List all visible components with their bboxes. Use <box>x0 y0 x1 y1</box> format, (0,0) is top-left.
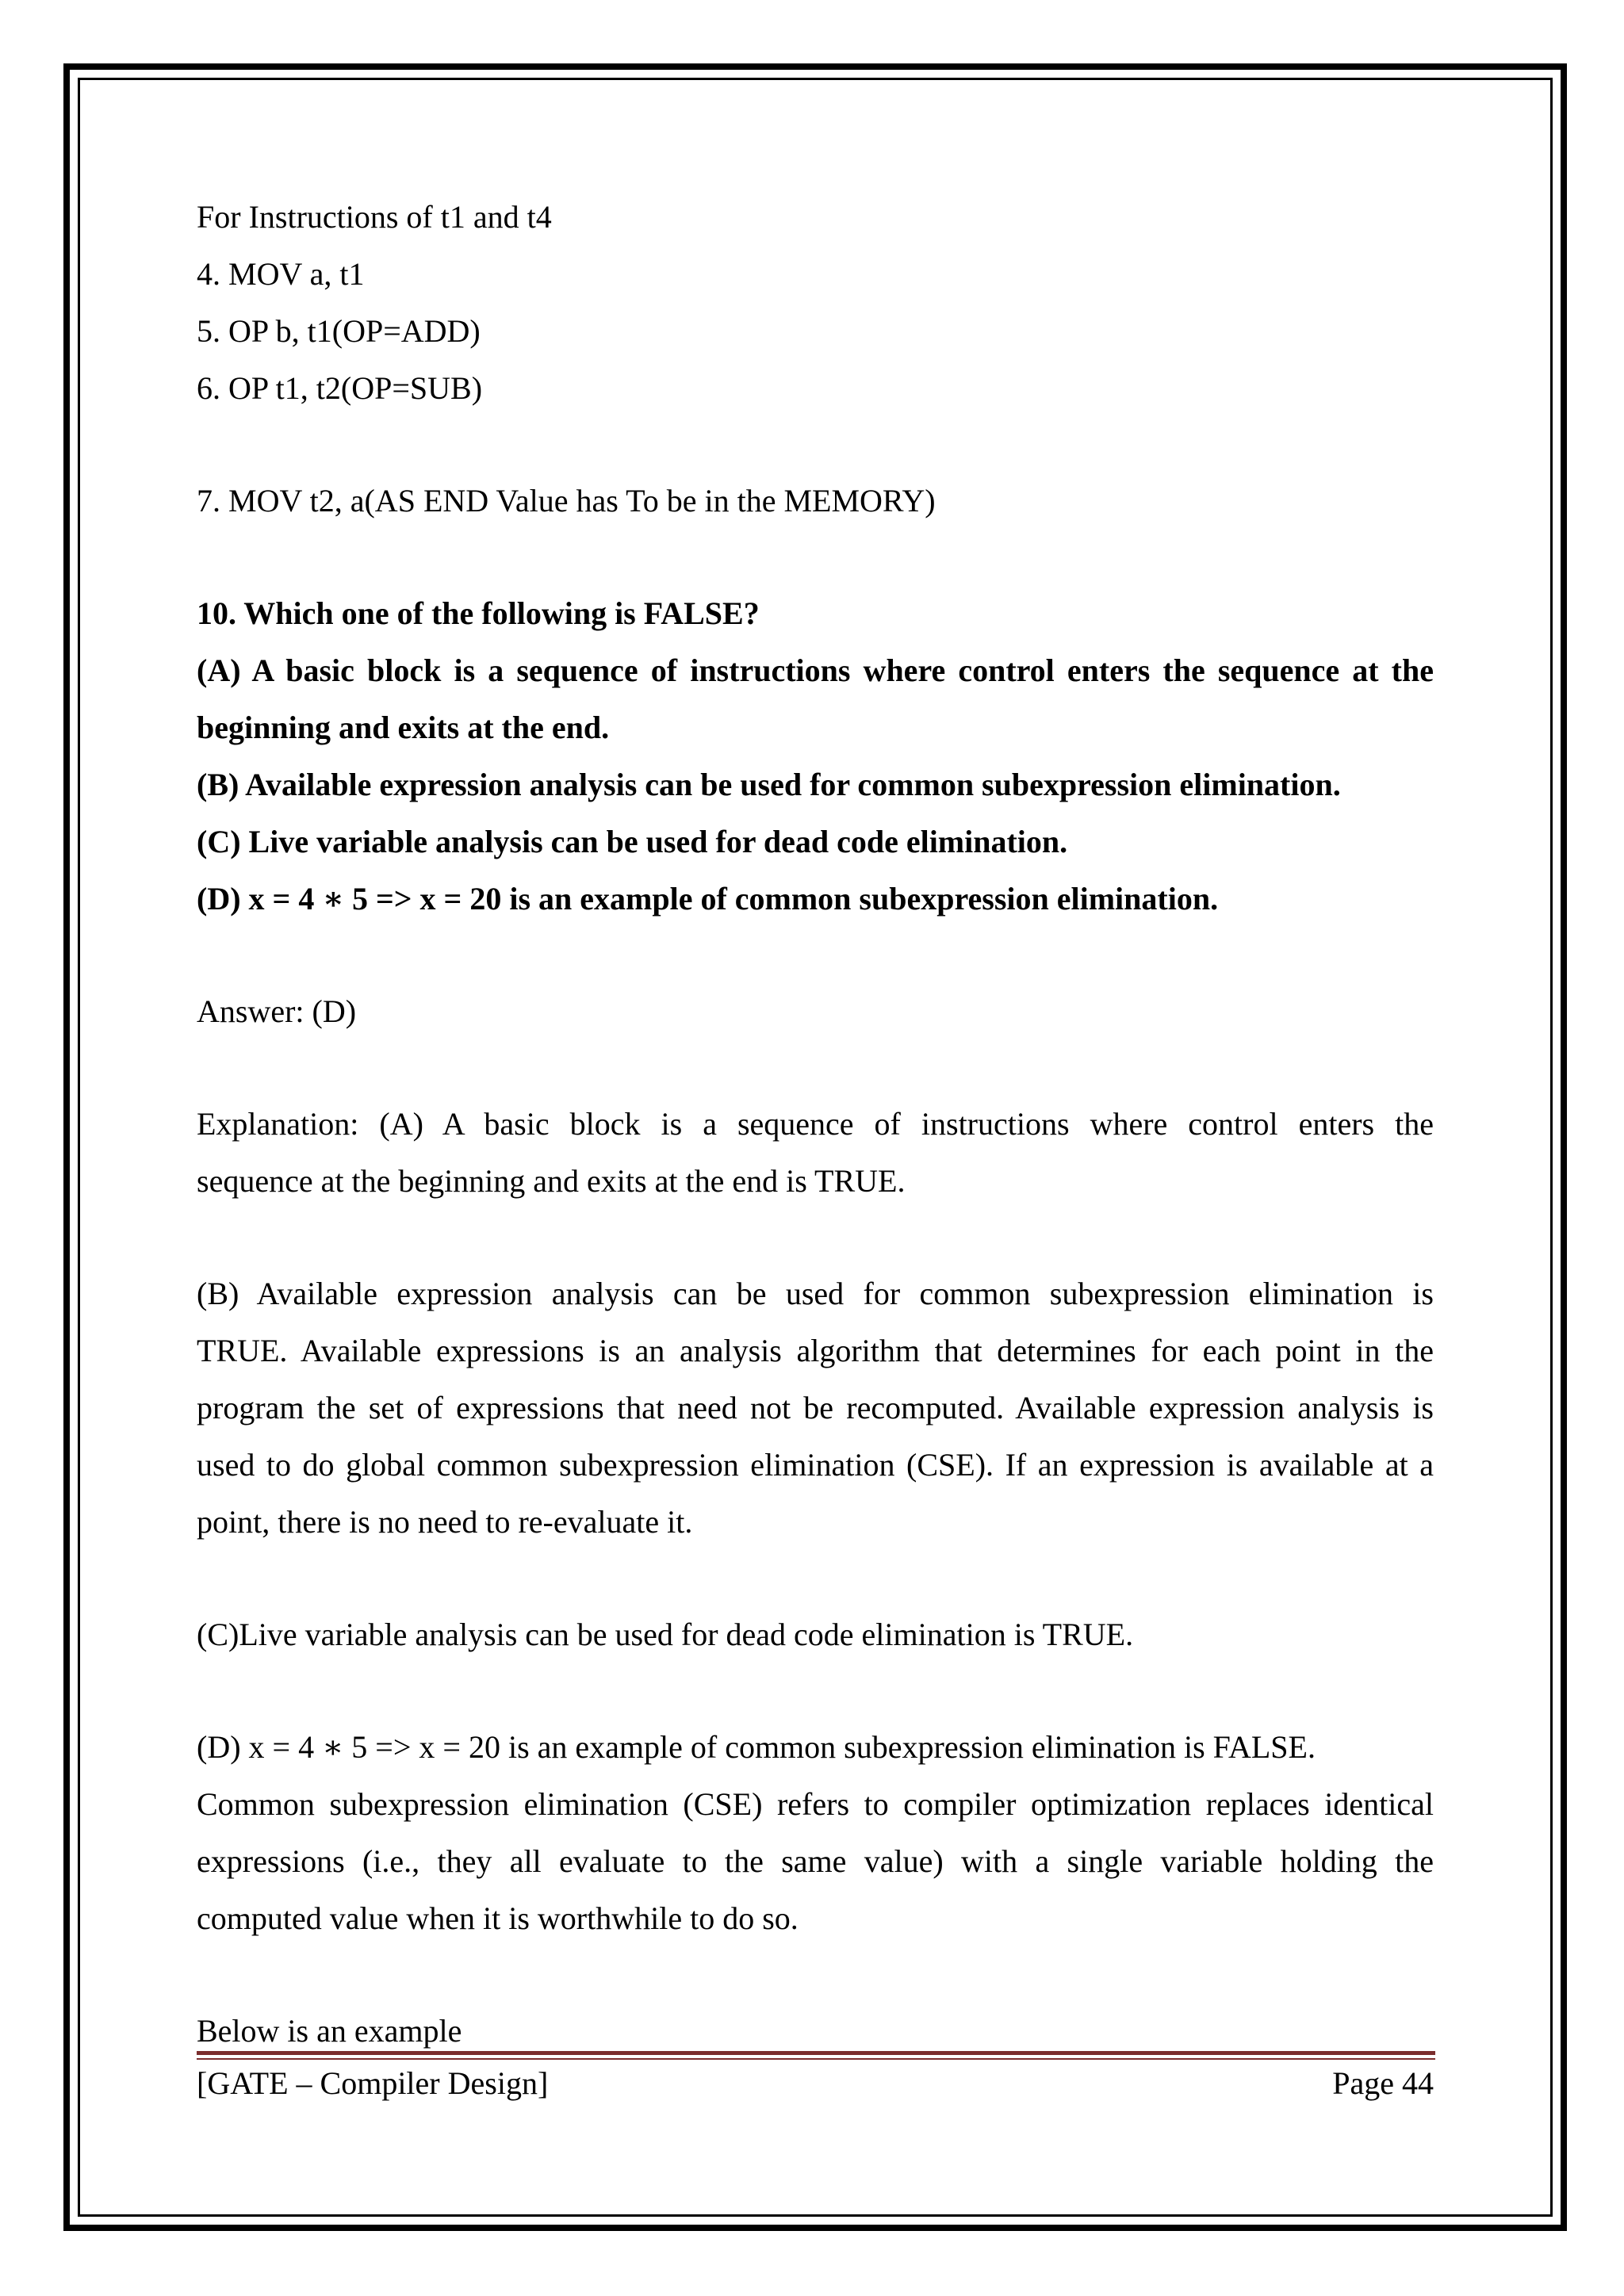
instruction-7: 7. MOV t2, a(AS END Value has To be in the MEMORY) <box>197 483 936 519</box>
explanation-d-line3: expressions (i.e., they all evaluate to the same value) with a single variable holding the <box>197 1843 1434 1879</box>
question-option-b: (B) Available expression analysis can be used for common subexpression elimination. <box>197 767 1341 802</box>
explanation-d-line1: (D) x = 4 ∗ 5 => x = 20 is an example of common subexpression elimination is FALSE. <box>197 1729 1316 1765</box>
explanation-a-line1: Explanation: (A) A basic block is a sequence of instructions where control enters the <box>197 1106 1434 1142</box>
footer-title: [GATE – Compiler Design] <box>197 2065 549 2101</box>
instruction-4: 4. MOV a, t1 <box>197 256 365 292</box>
explanation-b-line1: (B) Available expression analysis can be used for common subexpression elimination is <box>197 1276 1434 1311</box>
explanation-b-line3: program the set of expressions that need not be recomputed. Available expression analysis is <box>197 1390 1434 1425</box>
explanation-b-line2: TRUE. Available expressions is an analysis algorithm that determines for each point in the <box>197 1333 1434 1368</box>
explanation-d-line2: Common subexpression elimination (CSE) refers to compiler optimization replaces identical <box>197 1786 1434 1822</box>
question-option-d: (D) x = 4 ∗ 5 => x = 20 is an example of common subexpression elimination. <box>197 881 1219 916</box>
answer-text: Answer: (D) <box>197 993 357 1029</box>
instruction-6: 6. OP t1, t2(OP=SUB) <box>197 370 483 406</box>
footer-rule-thin <box>197 2058 1435 2060</box>
explanation-b-line5: point, there is no need to re-evaluate it. <box>197 1504 693 1540</box>
explanation-c-line1: (C)Live variable analysis can be used for dead code elimination is TRUE. <box>197 1617 1134 1652</box>
footer-rule-thick <box>197 2051 1435 2055</box>
below-example-text: Below is an example <box>197 2013 462 2049</box>
question-option-a-line1: (A) A basic block is a sequence of instructions where control enters the sequence at the <box>197 652 1434 688</box>
explanation-a-line2: sequence at the beginning and exits at the end is TRUE. <box>197 1163 906 1199</box>
intro-line: For Instructions of t1 and t4 <box>197 199 552 235</box>
page-number: Page 44 <box>1332 2065 1434 2101</box>
instruction-5: 5. OP b, t1(OP=ADD) <box>197 313 481 349</box>
question-title: 10. Which one of the following is FALSE? <box>197 595 760 631</box>
question-option-a-line2: beginning and exits at the end. <box>197 710 610 745</box>
explanation-d-line4: computed value when it is worthwhile to do so. <box>197 1900 799 1936</box>
explanation-b-line4: used to do global common subexpression elimination (CSE). If an expression is available at a <box>197 1447 1434 1483</box>
question-option-c: (C) Live variable analysis can be used for dead code elimination. <box>197 824 1068 859</box>
